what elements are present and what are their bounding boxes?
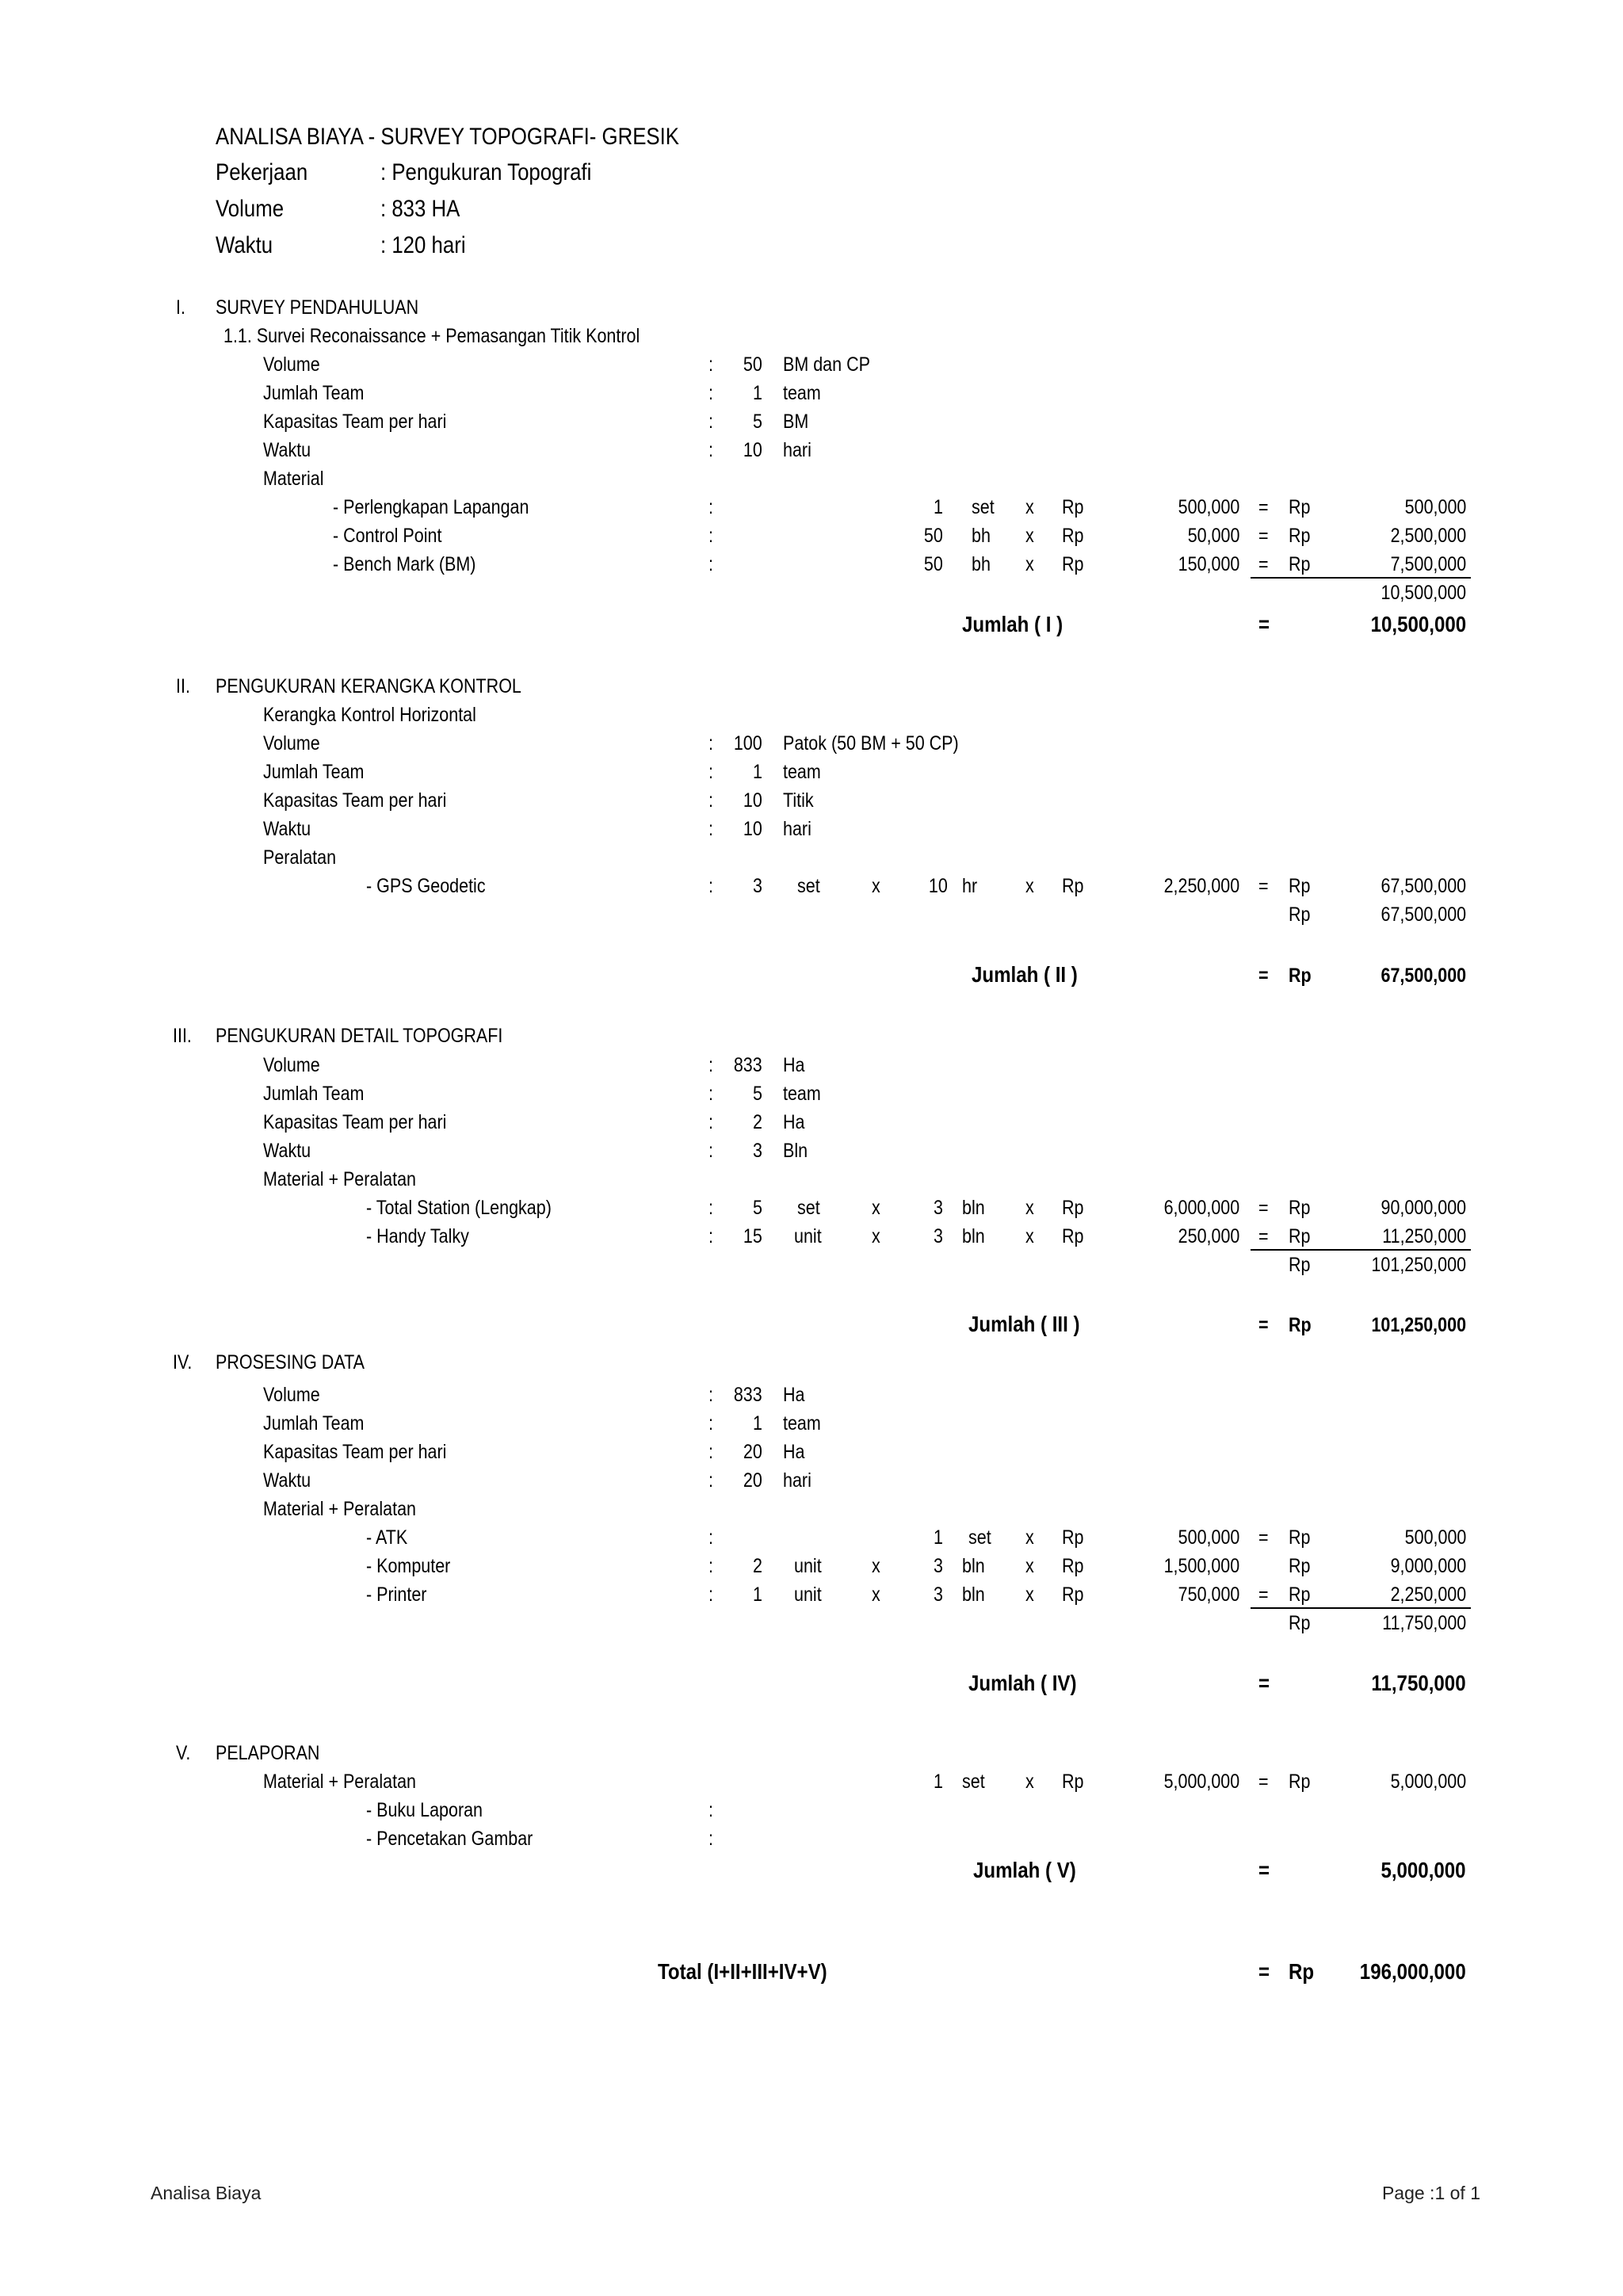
item-colon: : <box>708 1584 713 1606</box>
item-times: x <box>1025 1584 1034 1606</box>
subtotal-value: 67,500,000 <box>1381 904 1466 926</box>
item-total: 9,000,000 <box>1390 1555 1466 1577</box>
item-name: - Control Point <box>333 525 442 547</box>
param-unit: BM dan CP <box>783 353 870 376</box>
item-unit: set <box>968 1526 991 1549</box>
section-number: I. <box>176 296 185 319</box>
item-times1: x <box>872 1584 880 1606</box>
item-rp: Rp <box>1062 1197 1084 1219</box>
param-label: Volume <box>263 732 320 755</box>
param-colon: : <box>708 1412 713 1435</box>
subtotal-rp: Rp <box>1289 1612 1311 1634</box>
subtotal-rp: Rp <box>1289 904 1311 926</box>
param-label: Volume <box>263 1384 320 1406</box>
param-colon: : <box>708 439 713 461</box>
param-unit: hari <box>783 439 812 461</box>
param-colon: : <box>708 1054 713 1076</box>
subtotal-value: 11,750,000 <box>1381 1612 1466 1634</box>
group-label: Material + Peralatan <box>263 1498 417 1520</box>
group-label: Material + Peralatan <box>263 1771 417 1793</box>
document-title: ANALISA BIAYA - SURVEY TOPOGRAFI- GRESIK <box>216 124 680 150</box>
item-colon: : <box>708 496 713 518</box>
param-unit: team <box>783 1412 821 1435</box>
param-colon: : <box>708 411 713 433</box>
item-equals: = <box>1258 1197 1269 1219</box>
param-label: Jumlah Team <box>263 1412 365 1435</box>
section-title: PENGUKURAN DETAIL TOPOGRAFI <box>216 1025 503 1047</box>
param-label: Kapasitas Team per hari <box>263 411 447 433</box>
item-equals: = <box>1258 525 1269 547</box>
param-colon: : <box>708 353 713 376</box>
group-label: Peralatan <box>263 846 337 869</box>
item-price: 750,000 <box>1178 1584 1239 1606</box>
param-unit: team <box>783 382 821 404</box>
item-times1: x <box>872 1555 880 1577</box>
section-number: III. <box>173 1025 192 1047</box>
param-colon: : <box>708 1384 713 1406</box>
item-times: x <box>1025 553 1034 575</box>
item-name: - Perlengkapan Lapangan <box>333 496 529 518</box>
param-unit: Ha <box>783 1111 805 1133</box>
item-qty: 1 <box>934 1526 943 1549</box>
item-price: 2,250,000 <box>1163 875 1239 897</box>
param-colon: : <box>708 732 713 755</box>
item-rp: Rp <box>1062 1555 1084 1577</box>
item-times: x <box>1025 1555 1034 1577</box>
item-rp: Rp <box>1062 553 1084 575</box>
param-value: 10 <box>743 789 762 812</box>
param-unit: hari <box>783 1469 812 1492</box>
item-times1: x <box>872 1197 880 1219</box>
item-times: x <box>1025 1225 1034 1247</box>
item-name: - GPS Geodetic <box>366 875 486 897</box>
section-subtitle: Kerangka Kontrol Horizontal <box>263 704 476 726</box>
subtotal-value: 10,500,000 <box>1381 582 1466 604</box>
item-times: x <box>1025 1526 1034 1549</box>
item-rp: Rp <box>1062 1225 1084 1247</box>
item-qty: 1 <box>934 1771 943 1793</box>
group-label: Material <box>263 468 324 490</box>
subtotal-rule <box>1251 1607 1471 1609</box>
item-equals: = <box>1258 1526 1269 1549</box>
item-total: 2,250,000 <box>1390 1584 1466 1606</box>
item-unit1: unit <box>794 1225 822 1247</box>
item-unit: hr <box>962 875 978 897</box>
param-unit: BM <box>783 411 809 433</box>
item-equals: = <box>1258 875 1269 897</box>
item-unit: set <box>972 496 995 518</box>
header-value-waktu: : 120 hari <box>380 232 466 258</box>
param-label: Jumlah Team <box>263 761 365 783</box>
item-qty: 3 <box>934 1225 943 1247</box>
item-unit: bln <box>962 1584 985 1606</box>
param-label: Waktu <box>263 818 311 840</box>
header-value-volume: : 833 HA <box>380 196 460 222</box>
param-value: 20 <box>743 1441 762 1463</box>
param-colon: : <box>708 1441 713 1463</box>
item-qty: 50 <box>924 553 943 575</box>
item-rp: Rp <box>1062 496 1084 518</box>
item-unit: bln <box>962 1197 985 1219</box>
param-label: Waktu <box>263 1469 311 1492</box>
param-unit: Ha <box>783 1441 805 1463</box>
jumlah-equals: = <box>1258 1671 1270 1695</box>
header-label-pekerjaan: Pekerjaan <box>216 159 308 185</box>
item-equals: = <box>1258 553 1269 575</box>
item-rp2: Rp <box>1289 1584 1311 1606</box>
param-value: 10 <box>743 439 762 461</box>
item-qty: 10 <box>929 875 948 897</box>
jumlah-rp: Rp <box>1289 965 1312 987</box>
item-rp: Rp <box>1062 875 1084 897</box>
section-title: SURVEY PENDAHULUAN <box>216 296 419 319</box>
param-label: Kapasitas Team per hari <box>263 789 447 812</box>
item-times: x <box>1025 496 1034 518</box>
section-title: PELAPORAN <box>216 1742 320 1764</box>
section-title: PROSESING DATA <box>216 1351 365 1373</box>
item-qty1: 5 <box>753 1197 762 1219</box>
param-label: Volume <box>263 353 320 376</box>
item-equals: = <box>1258 1771 1269 1793</box>
item-rp: Rp <box>1062 1771 1084 1793</box>
jumlah-equals: = <box>1258 1314 1269 1336</box>
item-equals: = <box>1258 496 1269 518</box>
param-value: 50 <box>743 353 762 376</box>
param-value: 2 <box>753 1111 762 1133</box>
item-qty: 3 <box>934 1197 943 1219</box>
header-value-pekerjaan: : Pengukuran Topografi <box>380 159 592 185</box>
footer-page-number: Page :1 of 1 <box>1381 2183 1480 2203</box>
item-name: - Printer <box>366 1584 427 1606</box>
param-unit: team <box>783 761 821 783</box>
jumlah-label: Jumlah ( IV) <box>968 1671 1077 1695</box>
item-rp2: Rp <box>1289 553 1311 575</box>
jumlah-value: 5,000,000 <box>1381 1858 1466 1882</box>
item-qty: 3 <box>934 1555 943 1577</box>
param-label: Kapasitas Team per hari <box>263 1441 447 1463</box>
item-qty: 1 <box>934 496 943 518</box>
param-value: 833 <box>734 1384 762 1406</box>
item-rp2: Rp <box>1289 1771 1311 1793</box>
item-qty1: 15 <box>743 1225 762 1247</box>
grand-total-rp: Rp <box>1289 1959 1315 1984</box>
item-name: - Bench Mark (BM) <box>333 553 476 575</box>
jumlah-value: 10,500,000 <box>1370 612 1466 636</box>
jumlah-value: 11,750,000 <box>1371 1671 1466 1695</box>
item-name: - Buku Laporan <box>366 1799 483 1821</box>
param-unit: Patok (50 BM + 50 CP) <box>783 732 959 755</box>
item-total: 500,000 <box>1404 496 1466 518</box>
item-unit: bln <box>962 1555 985 1577</box>
param-unit: hari <box>783 818 812 840</box>
item-qty: 50 <box>924 525 943 547</box>
grand-total-value: 196,000,000 <box>1360 1959 1466 1984</box>
item-price: 250,000 <box>1178 1225 1239 1247</box>
item-total: 2,500,000 <box>1390 525 1466 547</box>
jumlah-value: 67,500,000 <box>1381 965 1466 987</box>
item-qty1: 1 <box>753 1584 762 1606</box>
param-value: 3 <box>753 1140 762 1162</box>
param-label: Jumlah Team <box>263 382 365 404</box>
item-name: - ATK <box>366 1526 408 1549</box>
item-price: 6,000,000 <box>1163 1197 1239 1219</box>
jumlah-value: 101,250,000 <box>1371 1314 1466 1336</box>
footer-left: Analisa Biaya <box>151 2183 262 2203</box>
header-label-volume: Volume <box>216 196 285 222</box>
param-value: 1 <box>753 382 762 404</box>
item-total: 7,500,000 <box>1390 553 1466 575</box>
section-title: PENGUKURAN KERANGKA KONTROL <box>216 675 521 697</box>
item-rp2: Rp <box>1289 875 1311 897</box>
param-unit: Titik <box>783 789 814 812</box>
item-total: 67,500,000 <box>1381 875 1466 897</box>
param-label: Kapasitas Team per hari <box>263 1111 447 1133</box>
item-qty1: 3 <box>753 875 762 897</box>
item-rp: Rp <box>1062 1584 1084 1606</box>
item-price: 1,500,000 <box>1163 1555 1239 1577</box>
param-colon: : <box>708 1469 713 1492</box>
param-label: Jumlah Team <box>263 1083 365 1105</box>
param-value: 5 <box>753 1083 762 1105</box>
param-value: 20 <box>743 1469 762 1492</box>
item-equals: = <box>1258 1225 1269 1247</box>
param-value: 1 <box>753 1412 762 1435</box>
item-times: x <box>1025 1771 1034 1793</box>
item-unit: bln <box>962 1225 985 1247</box>
item-colon: : <box>708 1526 713 1549</box>
group-label: Material + Peralatan <box>263 1168 417 1190</box>
item-rp2: Rp <box>1289 525 1311 547</box>
item-price: 500,000 <box>1178 1526 1239 1549</box>
jumlah-rp: Rp <box>1289 1314 1312 1336</box>
header-label-waktu: Waktu <box>216 232 273 258</box>
item-price: 50,000 <box>1187 525 1239 547</box>
item-colon: : <box>708 875 713 897</box>
param-unit: team <box>783 1083 821 1105</box>
item-rp2: Rp <box>1289 1526 1311 1549</box>
item-unit1: set <box>797 875 820 897</box>
jumlah-label: Jumlah ( V) <box>973 1858 1076 1882</box>
item-rp: Rp <box>1062 1526 1084 1549</box>
jumlah-equals: = <box>1258 965 1269 987</box>
param-colon: : <box>708 382 713 404</box>
jumlah-label: Jumlah ( II ) <box>972 962 1078 987</box>
item-times: x <box>1025 525 1034 547</box>
subtotal-rule <box>1251 577 1471 579</box>
item-rp: Rp <box>1062 525 1084 547</box>
item-unit: bh <box>972 525 991 547</box>
item-unit1: set <box>797 1197 820 1219</box>
param-colon: : <box>708 789 713 812</box>
grand-total-label: Total (I+II+III+IV+V) <box>658 1959 827 1984</box>
item-times1: x <box>872 1225 880 1247</box>
param-value: 100 <box>734 732 762 755</box>
subtotal-rp: Rp <box>1289 1254 1311 1276</box>
param-label: Waktu <box>263 439 311 461</box>
item-times: x <box>1025 875 1034 897</box>
item-colon: : <box>708 1225 713 1247</box>
param-value: 5 <box>753 411 762 433</box>
item-equals: = <box>1258 1584 1269 1606</box>
param-colon: : <box>708 1111 713 1133</box>
section-number: IV. <box>173 1351 193 1373</box>
param-value: 833 <box>734 1054 762 1076</box>
section-number: II. <box>176 675 190 697</box>
param-colon: : <box>708 761 713 783</box>
item-colon: : <box>708 1197 713 1219</box>
item-colon: : <box>708 1828 713 1850</box>
param-value: 10 <box>743 818 762 840</box>
item-rp2: Rp <box>1289 1555 1311 1577</box>
param-unit: Bln <box>783 1140 808 1162</box>
subtotal-rule <box>1251 1249 1471 1251</box>
item-colon: : <box>708 1799 713 1821</box>
item-qty1: 2 <box>753 1555 762 1577</box>
item-qty: 3 <box>934 1584 943 1606</box>
item-total: 5,000,000 <box>1390 1771 1466 1793</box>
jumlah-equals: = <box>1258 1858 1270 1882</box>
item-rp2: Rp <box>1289 1225 1311 1247</box>
param-value: 1 <box>753 761 762 783</box>
param-label: Volume <box>263 1054 320 1076</box>
item-unit: set <box>962 1771 985 1793</box>
item-total: 500,000 <box>1404 1526 1466 1549</box>
item-total: 11,250,000 <box>1381 1225 1466 1247</box>
section-subtitle: 1.1. Survei Reconaissance + Pemasangan Titik Kontrol <box>223 325 640 347</box>
item-total: 90,000,000 <box>1381 1197 1466 1219</box>
item-colon: : <box>708 525 713 547</box>
item-unit: bh <box>972 553 991 575</box>
item-rp2: Rp <box>1289 496 1311 518</box>
param-colon: : <box>708 1083 713 1105</box>
subtotal-value: 101,250,000 <box>1371 1254 1466 1276</box>
item-colon: : <box>708 1555 713 1577</box>
item-name: - Pencetakan Gambar <box>366 1828 533 1850</box>
jumlah-label: Jumlah ( III ) <box>968 1312 1080 1336</box>
item-unit1: unit <box>794 1584 822 1606</box>
param-colon: : <box>708 1140 713 1162</box>
item-rp2: Rp <box>1289 1197 1311 1219</box>
item-times: x <box>1025 1197 1034 1219</box>
item-name: - Total Station (Lengkap) <box>366 1197 552 1219</box>
section-number: V. <box>176 1742 191 1764</box>
item-unit1: unit <box>794 1555 822 1577</box>
jumlah-label: Jumlah ( I ) <box>962 612 1064 636</box>
item-times1: x <box>872 875 880 897</box>
jumlah-equals: = <box>1258 612 1270 636</box>
item-name: - Handy Talky <box>366 1225 469 1247</box>
item-colon: : <box>708 553 713 575</box>
param-unit: Ha <box>783 1384 805 1406</box>
item-name: - Komputer <box>366 1555 451 1577</box>
grand-total-equals: = <box>1258 1959 1270 1984</box>
param-colon: : <box>708 818 713 840</box>
param-unit: Ha <box>783 1054 805 1076</box>
item-price: 150,000 <box>1178 553 1239 575</box>
item-price: 5,000,000 <box>1163 1771 1239 1793</box>
param-label: Waktu <box>263 1140 311 1162</box>
item-price: 500,000 <box>1178 496 1239 518</box>
